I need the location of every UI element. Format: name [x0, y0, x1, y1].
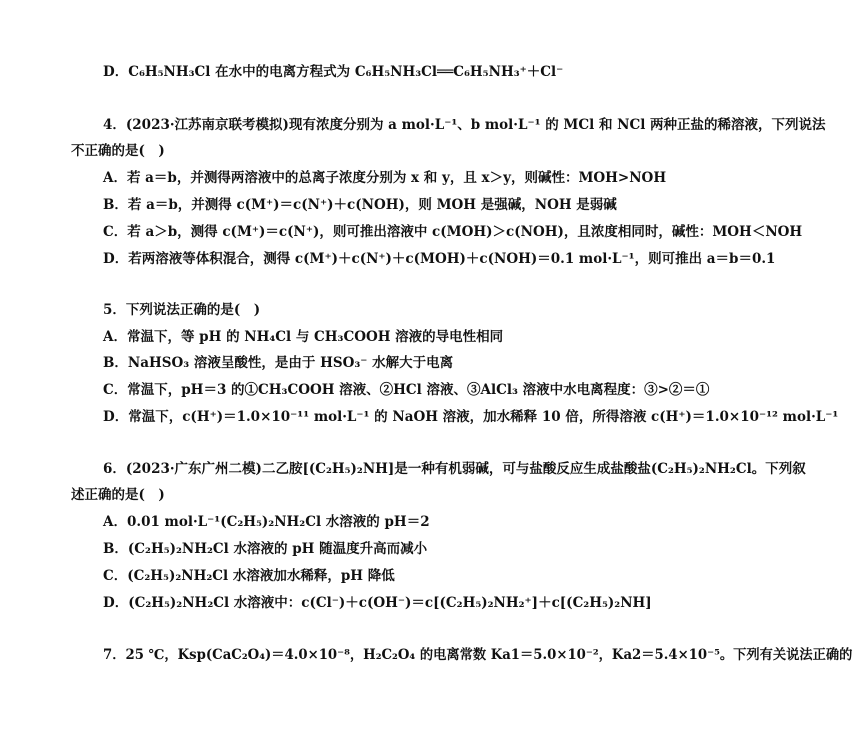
option-6a: A．0.01 mol·L⁻¹(C₂H₅)₂NH₂Cl 水溶液的 pH＝2: [103, 514, 430, 530]
question-7-stem: 7．25 ℃，Ksp(CaC₂O₄)＝4.0×10⁻⁸，H₂C₂O₄ 的电离常数 Ka1＝5.0×10⁻²，Ka2＝5.4×10⁻⁵。下列有关说法正确的: [103, 647, 853, 663]
option-4c: C．若 a＞b，测得 c(M⁺)＝c(N⁺)，则可推出溶液中 c(MOH)＞c(NOH)，且浓度相同时，碱性：MOH＜NOH: [103, 224, 803, 240]
option-5c: C．常温下，pH＝3 的①CH₃COOH 溶液、②HCl 溶液、③AlCl₃ 溶液中水电离程度：③>②＝①: [103, 382, 710, 398]
option-6c: C．(C₂H₅)₂NH₂Cl 水溶液加水稀释，pH 降低: [103, 568, 395, 584]
option-4a: A．若 a＝b，并测得两溶液中的总离子浓度分别为 x 和 y，且 x＞y，则碱性：MOH>NOH: [103, 170, 667, 186]
option-5b: B．NaHSO₃ 溶液呈酸性，是由于 HSO₃⁻ 水解大于电离: [103, 355, 454, 371]
option-3d: D．C₆H₅NH₃Cl 在水中的电离方程式为 C₆H₅NH₃Cl══C₆H₅NH₃⁺＋Cl⁻: [103, 64, 564, 80]
option-6b: B．(C₂H₅)₂NH₂Cl 水溶液的 pH 随温度升高而减小: [103, 541, 428, 557]
option-4b: B．若 a＝b，并测得 c(M⁺)＝c(N⁺)＋c(NOH)，则 MOH 是强碱，NOH 是弱碱: [103, 197, 617, 213]
question-6-stem: 6．(2023·广东广州二模)二乙胺[(C₂H₅)₂NH]是一种有机弱碱，可与盐酸反应生成盐酸盐(C₂H₅)₂NH₂Cl。下列叙: [103, 461, 806, 477]
question-4-stem: 4．(2023·江苏南京联考模拟)现有浓度分别为 a mol·L⁻¹、b mol·L⁻¹ 的 MCl 和 NCl 两种正盐的稀溶液，下列说法: [103, 117, 826, 133]
question-6-stem-cont: 述正确的是( ): [71, 487, 165, 503]
option-4d: D．若两溶液等体积混合，测得 c(M⁺)＋c(N⁺)＋c(MOH)＋c(NOH)＝0.1 mol·L⁻¹，则可推出 a＝b＝0.1: [103, 251, 776, 267]
option-5d: D．常温下，c(H⁺)＝1.0×10⁻¹¹ mol·L⁻¹ 的 NaOH 溶液，加水稀释 10 倍，所得溶液 c(H⁺)＝1.0×10⁻¹² mol·L⁻¹: [103, 409, 839, 425]
option-5a: A．常温下，等 pH 的 NH₄Cl 与 CH₃COOH 溶液的导电性相同: [103, 329, 504, 345]
question-4-stem-cont: 不正确的是( ): [71, 143, 165, 159]
question-5-stem: 5．下列说法正确的是( ): [103, 302, 261, 318]
option-6d: D．(C₂H₅)₂NH₂Cl 水溶液中：c(Cl⁻)＋c(OH⁻)＝c[(C₂H₅)₂NH₂⁺]＋c[(C₂H₅)₂NH]: [103, 595, 652, 611]
